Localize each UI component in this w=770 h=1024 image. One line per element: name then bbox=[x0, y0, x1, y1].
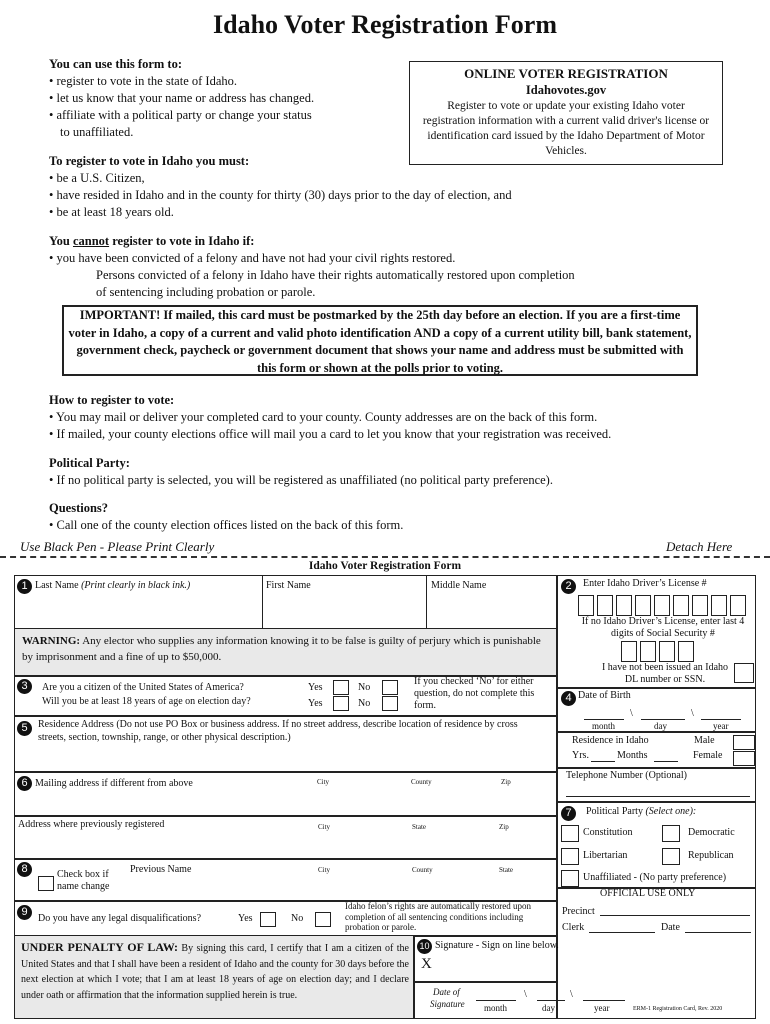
must-item: • be a U.S. Citizen, bbox=[49, 171, 145, 185]
party-option-unaffiliated: Unaffiliated - (No party preference) bbox=[583, 872, 727, 883]
party-option-constitution: Constitution bbox=[583, 827, 633, 838]
previous-name-field[interactable] bbox=[130, 878, 552, 898]
must-item: • be at least 18 years old. bbox=[49, 205, 174, 219]
previous-address-label: Address where previously registered bbox=[18, 819, 165, 830]
age-yes-checkbox[interactable] bbox=[333, 696, 349, 711]
section-6-badge: 6 bbox=[17, 776, 32, 791]
last-name-label: Last Name (Print clearly in black ink.) bbox=[35, 580, 191, 591]
dob-label: Date of Birth bbox=[578, 690, 631, 701]
section-5-badge: 5 bbox=[17, 721, 32, 736]
online-site[interactable]: Idahovotes.gov bbox=[525, 83, 607, 97]
how-heading: How to register to vote: bbox=[49, 393, 175, 407]
section-1-badge: 1 bbox=[17, 579, 32, 594]
how-section bbox=[49, 392, 759, 443]
dl-digit-box[interactable] bbox=[597, 595, 613, 616]
party-label: Political Party (Select one): bbox=[586, 806, 697, 817]
party-heading: Political Party: bbox=[49, 456, 130, 470]
online-text: Register to vote or update your existing Idaho voter registration information with a current valid driver's license or identification card issued by the Idaho Department of Motor Vehicles. bbox=[422, 100, 710, 157]
form-code: ERM-1 Registration Card, Rev. 2020 bbox=[633, 1006, 723, 1012]
party-option-republican: Republican bbox=[688, 850, 734, 861]
use-heading: You can use this form to: bbox=[49, 57, 182, 71]
section-3-badge: 3 bbox=[17, 679, 32, 694]
month-label: month bbox=[484, 1003, 508, 1013]
city-label: City bbox=[318, 823, 331, 831]
ssn-instruction: If no Idaho Driver’s License, enter last 4 digits of Social Security # bbox=[581, 616, 745, 639]
questions-item: • Call one of the county election offices listed on the back of this form. bbox=[49, 518, 404, 532]
clerk-line bbox=[589, 932, 655, 933]
citizen-yes-checkbox[interactable] bbox=[333, 680, 349, 695]
page-title: Idaho Voter Registration Form bbox=[212, 10, 557, 39]
yrs-label: Yrs. bbox=[572, 750, 589, 761]
important-box: IMPORTANT! If mailed, this card must be postmarked by the 25th day before an election. If you are a first-time voter in Idaho, a copy of a current and valid photo identification AND a copy of a current utility bill, bank statement, government check, paycheck or government document that shows your name and address must be submitted with this form or shown at the polls prior to voting. bbox=[62, 305, 698, 376]
date-line bbox=[537, 1000, 565, 1001]
online-registration-box bbox=[409, 61, 723, 165]
divider bbox=[426, 576, 427, 628]
section-9-badge: 9 bbox=[17, 905, 32, 920]
no-id-label: I have not been issued an Idaho DL number or SSN. bbox=[601, 662, 729, 685]
dob-line bbox=[701, 719, 741, 720]
state-label: State bbox=[412, 823, 426, 831]
detach-line[interactable] bbox=[0, 556, 770, 558]
precinct-line bbox=[600, 915, 750, 916]
months-label: Months bbox=[617, 750, 648, 761]
city-label: City bbox=[318, 866, 331, 874]
cannot-note: of sentencing including probation or parole. bbox=[96, 285, 316, 299]
dl-digit-box[interactable] bbox=[635, 595, 651, 616]
must-item: • have resided in Idaho and in the county for thirty (30) days prior to the day of election, and bbox=[49, 188, 512, 202]
dl-digit-box[interactable] bbox=[578, 595, 594, 616]
citizen-no-checkbox[interactable] bbox=[382, 680, 398, 695]
residence-label: Residence in Idaho bbox=[572, 735, 649, 746]
how-item: • If mailed, your county elections office will mail you a card to let you know that your registration was received. bbox=[49, 427, 612, 441]
no-label: No bbox=[358, 698, 371, 709]
official-use-title: OFFICIAL USE ONLY bbox=[600, 888, 696, 899]
use-item: to unaffiliated. bbox=[60, 125, 134, 139]
questions-section bbox=[49, 500, 759, 534]
yes-label: Yes bbox=[238, 913, 253, 924]
citizen-question: Are you a citizen of the United States of America? bbox=[42, 682, 244, 693]
date-separator: \ bbox=[630, 708, 633, 719]
dob-line bbox=[641, 719, 685, 720]
section-7-badge: 7 bbox=[561, 806, 576, 821]
republican-checkbox[interactable] bbox=[662, 848, 680, 865]
ssn-digit-box[interactable] bbox=[678, 641, 694, 662]
year-label: year bbox=[713, 721, 729, 731]
female-label: Female bbox=[693, 750, 723, 761]
dl-digit-box[interactable] bbox=[730, 595, 746, 616]
middle-name-label: Middle Name bbox=[431, 580, 487, 591]
drivers-license-label: Enter Idaho Driver’s License # bbox=[583, 578, 707, 589]
questions-heading: Questions? bbox=[49, 501, 109, 515]
cannot-note: Persons convicted of a felony in Idaho have their rights automatically restored upon completion bbox=[96, 268, 575, 282]
must-section bbox=[49, 153, 749, 221]
section-8-badge: 8 bbox=[17, 862, 32, 877]
disqualification-question: Do you have any legal disqualifications? bbox=[38, 913, 202, 924]
year-label: year bbox=[594, 1003, 610, 1013]
ssn-digit-box[interactable] bbox=[621, 641, 637, 662]
democratic-checkbox[interactable] bbox=[662, 825, 680, 842]
use-section bbox=[49, 56, 389, 141]
use-item: • let us know that your name or address has changed. bbox=[49, 91, 315, 105]
must-heading: To register to vote in Idaho you must: bbox=[49, 154, 250, 168]
divider bbox=[556, 731, 756, 733]
day-label: day bbox=[542, 1003, 555, 1013]
use-item: • affiliate with a political party or change your status bbox=[49, 108, 312, 122]
party-item: • If no political party is selected, you will be registered as unaffiliated (no political party preference). bbox=[49, 473, 553, 487]
divider bbox=[556, 767, 756, 769]
section-10-badge: 10 bbox=[417, 939, 432, 954]
residence-duration-field[interactable] bbox=[591, 749, 679, 761]
party-option-libertarian: Libertarian bbox=[583, 850, 628, 861]
mailing-address-label: Mailing address if different from above bbox=[35, 778, 193, 789]
age-question: Will you be at least 18 years of age on election day? bbox=[42, 696, 251, 707]
cannot-item: • you have been convicted of a felony and have not had your civil rights restored. bbox=[49, 251, 456, 265]
date-separator: \ bbox=[524, 989, 527, 1000]
residence-address-field[interactable] bbox=[18, 746, 552, 770]
previous-address-field[interactable] bbox=[18, 834, 552, 856]
disqualification-no-checkbox[interactable] bbox=[315, 912, 331, 927]
card-title: Idaho Voter Registration Form bbox=[308, 560, 462, 572]
first-name-label: First Name bbox=[266, 580, 311, 591]
signature-x: X bbox=[421, 956, 432, 972]
zip-label: Zip bbox=[501, 778, 511, 786]
constitution-checkbox[interactable] bbox=[561, 825, 579, 842]
male-checkbox[interactable] bbox=[733, 735, 755, 750]
section-2-badge: 2 bbox=[561, 579, 576, 594]
first-name-field[interactable] bbox=[266, 594, 422, 626]
signature-label: Signature - Sign on line below. bbox=[435, 940, 559, 951]
divider bbox=[14, 815, 556, 817]
column-divider bbox=[556, 575, 558, 1019]
cannot-heading: You cannot register to vote in Idaho if: bbox=[49, 234, 255, 248]
phone-field[interactable] bbox=[566, 783, 750, 796]
official-date-line bbox=[685, 932, 751, 933]
male-label: Male bbox=[694, 735, 715, 746]
signature-date-field[interactable] bbox=[476, 986, 626, 1000]
female-checkbox[interactable] bbox=[733, 751, 755, 766]
previous-name-label: Previous Name bbox=[130, 864, 192, 875]
party-option-democratic: Democratic bbox=[688, 827, 735, 838]
how-item: • You may mail or deliver your completed card to your county. County addresses are on the back of this form. bbox=[49, 410, 598, 424]
ssn-digit-box[interactable] bbox=[640, 641, 656, 662]
day-label: day bbox=[654, 721, 667, 731]
precinct-field bbox=[600, 903, 750, 915]
state-label: State bbox=[499, 866, 513, 874]
dl-digit-box[interactable] bbox=[616, 595, 632, 616]
date-line bbox=[476, 1000, 516, 1001]
clerk-label: Clerk bbox=[562, 922, 585, 933]
divider bbox=[556, 801, 756, 803]
citizen-note: If you checked ‘No’ for either question, do not complete this form. bbox=[414, 676, 535, 711]
county-label: County bbox=[411, 778, 432, 786]
dob-field[interactable] bbox=[584, 705, 742, 719]
month-label: month bbox=[592, 721, 616, 731]
signature-line bbox=[414, 981, 556, 983]
divider bbox=[556, 687, 756, 689]
penalty-text: UNDER PENALTY OF LAW: By signing this card, I certify that I am a citizen of the United States and that I shall have been a resident of Idaho and the county for 30 days before the next election at which I vote; that I am at least 18 years of age on election day; and I declare under oath or affirmation that the information supplied herein is true. bbox=[21, 940, 409, 1001]
section-4-badge: 4 bbox=[561, 691, 576, 706]
phone-line bbox=[566, 796, 750, 797]
residence-address-label: Residence Address (Do not use PO Box or business address. If no street address, describe location of residence by cross streets, section, township, range, or other physical description.) bbox=[38, 719, 518, 743]
party-section bbox=[49, 455, 759, 489]
warning-text: WARNING: Any elector who supplies any information knowing it to be false is guilty of perjury which is punishable by imprisonment and a fine of up to $50,000. bbox=[22, 635, 541, 663]
residence-line bbox=[591, 761, 615, 762]
unaffiliated-checkbox[interactable] bbox=[561, 870, 579, 887]
divider bbox=[413, 936, 415, 1019]
detach-label: Detach Here bbox=[666, 539, 733, 554]
official-date-label: Date bbox=[661, 922, 680, 933]
divider bbox=[14, 715, 556, 717]
felon-rights-note: Idaho felon’s rights are automatically restored upon completion of all sentencing conditions including probation or parole. bbox=[345, 901, 531, 932]
mailing-address-field[interactable] bbox=[18, 791, 552, 813]
yes-label: Yes bbox=[308, 698, 323, 709]
divider bbox=[14, 771, 556, 773]
name-change-label: Check box if name change bbox=[57, 869, 110, 892]
pen-instruction: Use Black Pen - Please Print Clearly bbox=[20, 539, 215, 554]
no-id-checkbox[interactable] bbox=[734, 663, 754, 683]
precinct-label: Precinct bbox=[562, 906, 595, 917]
dl-digit-box[interactable] bbox=[654, 595, 670, 616]
date-line bbox=[583, 1000, 625, 1001]
divider bbox=[262, 576, 263, 628]
city-label: City bbox=[317, 778, 330, 786]
date-separator: \ bbox=[570, 989, 573, 1000]
dob-line bbox=[584, 719, 624, 720]
signature-date-label: Signature bbox=[430, 999, 465, 1009]
dl-digit-box[interactable] bbox=[711, 595, 727, 616]
last-name-field[interactable] bbox=[35, 594, 257, 626]
use-item: • register to vote in the state of Idaho. bbox=[49, 74, 238, 88]
divider bbox=[14, 858, 556, 860]
phone-label: Telephone Number (Optional) bbox=[566, 770, 687, 781]
cannot-section bbox=[49, 233, 749, 301]
zip-label: Zip bbox=[499, 823, 509, 831]
age-no-checkbox[interactable] bbox=[382, 696, 398, 711]
ssn-digit-box[interactable] bbox=[659, 641, 675, 662]
libertarian-checkbox[interactable] bbox=[561, 848, 579, 865]
no-label: No bbox=[358, 682, 371, 693]
date-of-label: Date of bbox=[433, 987, 460, 997]
middle-name-field[interactable] bbox=[431, 594, 551, 626]
online-title: ONLINE VOTER REGISTRATION bbox=[464, 66, 668, 81]
no-label: No bbox=[291, 913, 304, 924]
yes-label: Yes bbox=[308, 682, 323, 693]
date-separator: \ bbox=[691, 708, 694, 719]
dl-digit-box[interactable] bbox=[673, 595, 689, 616]
residence-line bbox=[654, 761, 678, 762]
disqualification-yes-checkbox[interactable] bbox=[260, 912, 276, 927]
signature-field[interactable] bbox=[436, 955, 552, 979]
county-label: County bbox=[412, 866, 433, 874]
dl-digit-box[interactable] bbox=[692, 595, 708, 616]
name-change-checkbox[interactable] bbox=[38, 876, 54, 891]
